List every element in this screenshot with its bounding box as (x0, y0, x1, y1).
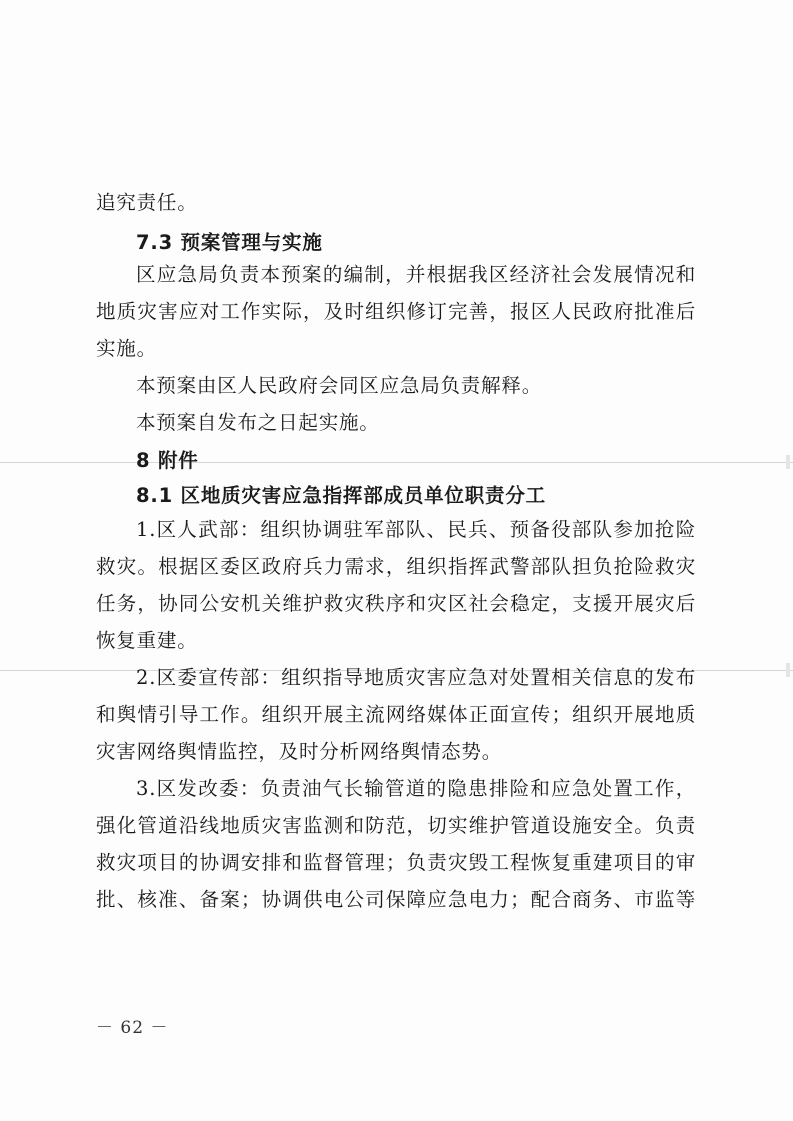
section-8-1-subheading: 8.1 区地质灾害应急指挥部成员单位职责分工 (136, 484, 546, 507)
item-3-line: 批、核准、备案；协调供电公司保障应急电力；配合商务、市监等 (96, 888, 696, 911)
section-7-3-heading: 7.3 预案管理与实施 (136, 231, 323, 254)
page-number: － 62 － (96, 1018, 169, 1038)
interpretation-paragraph: 本预案由区人民政府会同区应急局负责解释。 (136, 374, 543, 397)
item-3-line: 强化管道沿线地质灾害监测和防范，切实维护管道设施安全。负责 (96, 814, 696, 837)
item-3-line: 救灾项目的协调安排和监督管理；负责灾毁工程恢复重建项目的审 (96, 851, 696, 874)
section-8-heading: 8 附件 (136, 449, 199, 472)
item-2-line: 和舆情引导工作。组织开展主流网络媒体正面宣传；组织开展地质 (96, 703, 696, 726)
item-3-line: 3.区发改委：负责油气长输管道的隐患排险和应急处置工作， (136, 777, 696, 800)
scan-edge-mark (786, 663, 790, 677)
paragraph-line: 实施。 (96, 337, 157, 360)
effective-date-paragraph: 本预案自发布之日起实施。 (136, 411, 380, 434)
scan-edge-mark (786, 455, 790, 469)
paragraph-line: 地质灾害应对工作实际，及时组织修订完善，报区人民政府批准后 (96, 300, 696, 323)
item-1-line: 救灾。根据区委区政府兵力需求，组织指挥武警部队担负抢险救灾 (96, 555, 696, 578)
continuation-text: 追究责任。 (96, 191, 198, 214)
item-1-line: 1.区人武部：组织协调驻军部队、民兵、预备役部队参加抢险 (136, 518, 696, 541)
item-1-line: 任务，协同公安机关维护救灾秩序和灾区社会稳定，支援开展灾后 (96, 592, 696, 615)
item-2-line: 灾害网络舆情监控，及时分析网络舆情态势。 (96, 740, 503, 763)
item-1-line: 恢复重建。 (96, 629, 198, 652)
paragraph-line: 区应急局负责本预案的编制，并根据我区经济社会发展情况和 (136, 263, 696, 286)
item-2-line: 2.区委宣传部：组织指导地质灾害应急对处置相关信息的发布 (136, 666, 696, 689)
